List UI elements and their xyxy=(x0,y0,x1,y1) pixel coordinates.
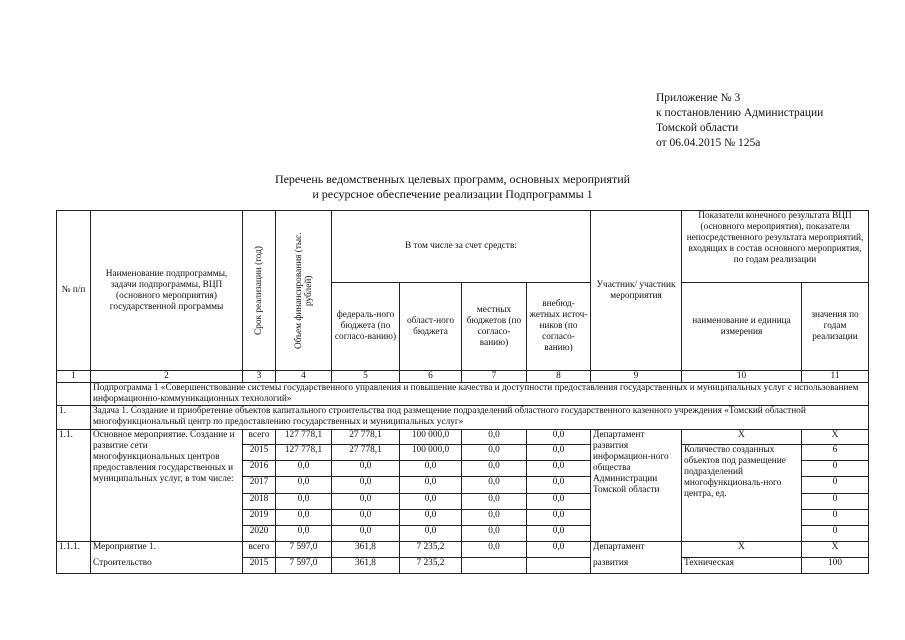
colnum: 1 xyxy=(57,371,91,383)
header-term xyxy=(243,211,276,371)
year-cell: всего xyxy=(243,542,276,558)
colnum: 7 xyxy=(462,371,527,383)
colnum: 3 xyxy=(243,371,276,383)
total-cell: 127 778,1 xyxy=(276,445,332,461)
main-event-indicator: Количество созданных объектов под размещение подразделений многофункциональ-ного центра, ед. xyxy=(682,445,802,542)
year-cell: 2015 xyxy=(243,445,276,461)
indicator-cell: Техническая xyxy=(682,558,802,574)
subprogram-num-cell xyxy=(57,383,91,406)
local-cell: 0,0 xyxy=(462,445,527,461)
total-cell: 0,0 xyxy=(276,477,332,494)
document-title xyxy=(0,172,905,202)
local-cell: 0,0 xyxy=(462,494,527,510)
total-cell: 7 597,0 xyxy=(276,558,332,574)
year-cell: всего xyxy=(243,430,276,445)
local-cell: 0,0 xyxy=(462,542,527,558)
year-cell: 2020 xyxy=(243,526,276,542)
federal-cell: 0,0 xyxy=(332,510,400,526)
regional-cell: 100 000,0 xyxy=(400,445,462,461)
total-cell: 0,0 xyxy=(276,494,332,510)
federal-cell: 27 778,1 xyxy=(332,430,400,445)
regional-cell: 0,0 xyxy=(400,526,462,542)
year-cell: 2015 xyxy=(243,558,276,574)
task-num: 1. xyxy=(57,406,91,430)
main-event-name: Основное мероприятие. Создание и развитие сети многофункциональных центров предоставления государственных и муниципальных услуг, в том числе: xyxy=(91,430,243,542)
task-text: Задача 1. Создание и приобретение объектов капитального строительства под размещение подразделений областного государственного казенного учреждения «Томский областной многофункциональный центр по предоставлению государственных и муниципальных услуг» xyxy=(91,406,869,430)
header-ind-name: наименование и единица измерения xyxy=(682,283,802,371)
year-cell: 2019 xyxy=(243,510,276,526)
main-event-participant: Департамент развития информацион-ного общества Администрации Томской области xyxy=(591,430,682,542)
subprogram-text: Подпрограмма 1 «Совершенствование системы государственного управления и повышение качества и доступности предоставления государственных и муниципальных услуг с использованием информационно-коммуникационных технологий» xyxy=(91,383,869,406)
header-volume xyxy=(276,211,332,371)
colnum: 10 xyxy=(682,371,802,383)
value-cell: Х xyxy=(802,430,869,445)
local-cell: 0,0 xyxy=(462,510,527,526)
header-regional: област-ного бюджета xyxy=(400,283,462,371)
event-111-num: 1.1.1. xyxy=(57,542,91,574)
local-cell: 0,0 xyxy=(462,526,527,542)
header-federal: федераль-ного бюджета (по согласо-ванию) xyxy=(332,283,400,371)
extra-cell: 0,0 xyxy=(527,542,591,558)
appendix-block xyxy=(656,91,823,151)
regional-cell: 0,0 xyxy=(400,461,462,477)
value-cell: 6 xyxy=(802,445,869,461)
value-cell: 0 xyxy=(802,461,869,477)
regional-cell: 0,0 xyxy=(400,510,462,526)
indicator-cell: Х xyxy=(682,430,802,445)
federal-cell: 361,8 xyxy=(332,542,400,558)
appendix-line: Томской области xyxy=(656,122,739,134)
header-local: местных бюджетов (по согласо-ванию) xyxy=(462,283,527,371)
extra-cell: 0,0 xyxy=(527,477,591,494)
colnum: 11 xyxy=(802,371,869,383)
value-cell: 0 xyxy=(802,510,869,526)
colnum: 9 xyxy=(591,371,682,383)
local-cell xyxy=(462,558,527,574)
year-cell: 2016 xyxy=(243,461,276,477)
extra-cell: 0,0 xyxy=(527,430,591,445)
colnum: 6 xyxy=(400,371,462,383)
federal-cell: 0,0 xyxy=(332,526,400,542)
colnum: 2 xyxy=(91,371,243,383)
title-line: Перечень ведомственных целевых программ, основных мероприятий xyxy=(274,172,631,186)
event-111-participant-line1: Департамент xyxy=(591,542,682,558)
local-cell: 0,0 xyxy=(462,477,527,494)
regional-cell: 100 000,0 xyxy=(400,430,462,445)
event-111-name-line1: Мероприятие 1. xyxy=(91,542,243,558)
extra-cell: 0,0 xyxy=(527,445,591,461)
header-name: Наименование подпрограммы, задачи подпрограммы, ВЦП (основного мероприятия) государственной программы xyxy=(91,211,243,371)
header-extra: внебюд-жетных источ-ников (по согласо-ванию) xyxy=(527,283,591,371)
colnum: 5 xyxy=(332,371,400,383)
header-participant: Участник/ участник мероприятия xyxy=(591,211,682,371)
event-111-name-line2: Строительство xyxy=(91,558,243,574)
title-line: и ресурсное обеспечение реализации Подпрограммы 1 xyxy=(312,187,593,201)
program-table xyxy=(56,210,869,574)
year-cell: 2018 xyxy=(243,494,276,510)
local-cell: 0,0 xyxy=(462,461,527,477)
event-111-participant-line2: развития xyxy=(591,558,682,574)
value-cell: Х xyxy=(802,542,869,558)
total-cell: 0,0 xyxy=(276,461,332,477)
total-cell: 0,0 xyxy=(276,510,332,526)
header-ind-values: значения по годам реализации xyxy=(802,283,869,371)
colnum: 4 xyxy=(276,371,332,383)
federal-cell: 0,0 xyxy=(332,461,400,477)
value-cell: 100 xyxy=(802,558,869,574)
header-num: № п/п xyxy=(57,211,91,371)
appendix-line: от 06.04.2015 № 125а xyxy=(656,137,761,149)
local-cell: 0,0 xyxy=(462,430,527,445)
appendix-line: к постановлению Администрации xyxy=(656,107,824,119)
header-term-text: Срок реализации (год) xyxy=(254,246,264,335)
value-cell: 0 xyxy=(802,477,869,494)
extra-cell xyxy=(527,558,591,574)
extra-cell: 0,0 xyxy=(527,510,591,526)
regional-cell: 0,0 xyxy=(400,494,462,510)
main-event-num: 1.1. xyxy=(57,430,91,542)
header-indicators: Показатели конечного результата ВЦП (основного мероприятия), показатели непосредственного результата мероприятий, входящих в состав основного мероприятия, по годам реализации xyxy=(682,211,869,283)
extra-cell: 0,0 xyxy=(527,461,591,477)
appendix-line: Приложение № 3 xyxy=(656,92,741,104)
total-cell: 0,0 xyxy=(276,526,332,542)
federal-cell: 0,0 xyxy=(332,477,400,494)
total-cell: 127 778,1 xyxy=(276,430,332,445)
total-cell: 7 597,0 xyxy=(276,542,332,558)
header-volume-text: Объем финансирования (тыс. рублей) xyxy=(293,232,314,349)
regional-cell: 0,0 xyxy=(400,477,462,494)
federal-cell: 361,8 xyxy=(332,558,400,574)
header-incl: В том числе за счет средств: xyxy=(332,211,591,283)
regional-cell: 7 235,2 xyxy=(400,558,462,574)
regional-cell: 7 235,2 xyxy=(400,542,462,558)
federal-cell: 27 778,1 xyxy=(332,445,400,461)
extra-cell: 0,0 xyxy=(527,494,591,510)
colnum: 8 xyxy=(527,371,591,383)
federal-cell: 0,0 xyxy=(332,494,400,510)
value-cell: 0 xyxy=(802,494,869,510)
extra-cell: 0,0 xyxy=(527,526,591,542)
year-cell: 2017 xyxy=(243,477,276,494)
indicator-cell: Х xyxy=(682,542,802,558)
value-cell: 0 xyxy=(802,526,869,542)
